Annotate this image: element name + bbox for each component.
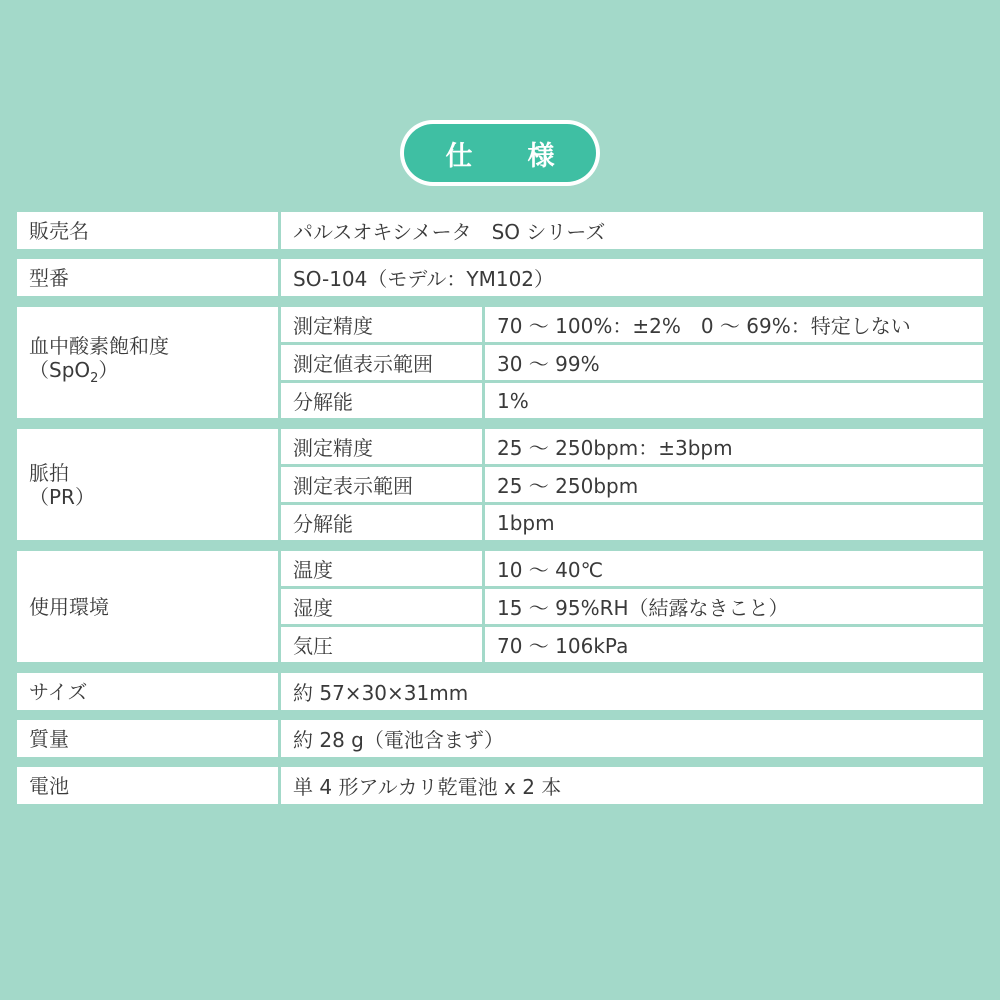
spec-group-pulse-rate — [17, 429, 983, 540]
spec-value: パルスオキシメータ SO シリーズ — [281, 212, 983, 249]
spec-label: 型番 — [17, 259, 278, 296]
spec-sub-label: 温度 — [281, 551, 482, 586]
spec-sub-row — [281, 383, 983, 418]
spec-sub-row — [281, 307, 983, 342]
spec-sub-value: 1bpm — [485, 505, 983, 540]
spec-sub-label: 湿度 — [281, 589, 482, 624]
spec-row-size — [17, 673, 983, 710]
spec-label: 電池 — [17, 767, 278, 804]
spec-sub-label: 分解能 — [281, 505, 482, 540]
spec-sub-value: 25 ～ 250bpm — [485, 467, 983, 502]
spec-sub-label: 測定表示範囲 — [281, 467, 482, 502]
spec-value: 約 28 g（電池含まず） — [281, 720, 983, 757]
spec-title-badge — [400, 120, 600, 186]
spec-label: 質量 — [17, 720, 278, 757]
spec-sub-value: 10 ～ 40℃ — [485, 551, 983, 586]
spec-group-label — [17, 429, 278, 540]
spec-sub-row — [281, 505, 983, 540]
spec-value: SO-104（モデル：YM102） — [281, 259, 983, 296]
spec-value: 単 4 形アルカリ乾電池 x 2 本 — [281, 767, 983, 804]
spec-sub-row — [281, 627, 983, 662]
spec-row-model-number — [17, 259, 983, 296]
spec-sub-value: 30 ～ 99% — [485, 345, 983, 380]
spec-sub-label: 気圧 — [281, 627, 482, 662]
spec-label: 販売名 — [17, 212, 278, 249]
spec-sub-value: 1% — [485, 383, 983, 418]
spec-label: サイズ — [17, 673, 278, 710]
spec-group-label — [17, 551, 278, 662]
spec-value: 約 57×30×31mm — [281, 673, 983, 710]
spec-sub-label: 測定値表示範囲 — [281, 345, 482, 380]
spec-group-label-line1: 脈拍 — [29, 460, 69, 485]
spec-group-label — [17, 307, 278, 418]
spec-sub-label: 測定精度 — [281, 307, 482, 342]
spec-group-spo2 — [17, 307, 983, 418]
spec-sub-label: 分解能 — [281, 383, 482, 418]
spec-group-label-line1: 使用環境 — [29, 594, 109, 619]
spec-sub-value: 25 ～ 250bpm：±3bpm — [485, 429, 983, 464]
spec-group-label-line1: 血中酸素飽和度 — [29, 334, 169, 358]
spec-row-weight — [17, 720, 983, 757]
spec-row-product-name — [17, 212, 983, 249]
spec-group-label-line2: （PR） — [29, 484, 95, 509]
spec-title: 仕 様 — [404, 124, 596, 182]
spec-sub-row — [281, 345, 983, 380]
spec-sub-row — [281, 429, 983, 464]
spec-sub-row — [281, 467, 983, 502]
spec-sub-value: 70 ～ 100%：±2% 0 ～ 69%：特定しない — [485, 307, 983, 342]
spec-group-label-line2: （SpO$_2$） — [29, 358, 119, 386]
spec-group-environment — [17, 551, 983, 662]
spec-row-battery — [17, 767, 983, 804]
spec-sub-value: 70 ～ 106kPa — [485, 627, 983, 662]
spec-sub-label: 測定精度 — [281, 429, 482, 464]
spec-sub-row — [281, 589, 983, 624]
spec-sub-row — [281, 551, 983, 586]
spec-sub-value: 15 ～ 95%RH（結露なきこと） — [485, 589, 983, 624]
